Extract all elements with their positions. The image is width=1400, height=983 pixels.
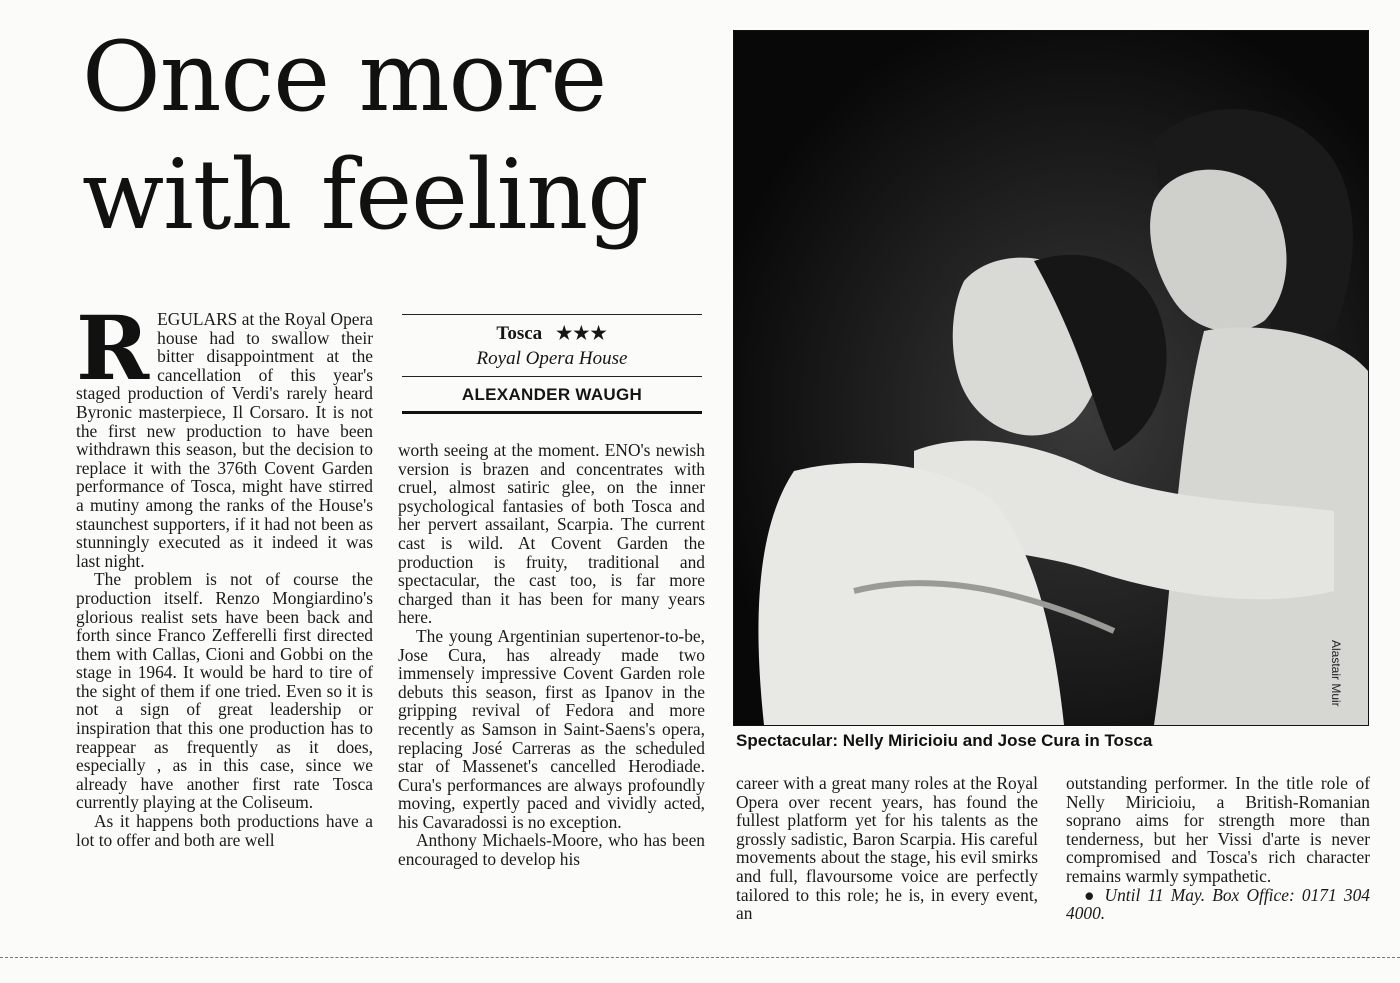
headline-line-1: Once more bbox=[82, 21, 607, 133]
review-title-row bbox=[402, 323, 702, 345]
bullet-icon: ● bbox=[1084, 884, 1098, 905]
performance-photo bbox=[733, 30, 1369, 726]
paragraph: outstanding performer. In the title role of Nelly Miricioiu, a British-Romanian soprano aims for strength more than tenderness, but her Vissi d'arte is never compromised and Tosca's rich character remains warmly sympathetic. bbox=[1066, 773, 1370, 886]
review-infobox bbox=[402, 314, 702, 414]
listing-text: Until 11 May. Box Office: 0171 304 4000. bbox=[1066, 884, 1370, 924]
paragraph bbox=[76, 296, 373, 571]
article-column-1 bbox=[76, 296, 373, 850]
article-column-4 bbox=[1066, 774, 1370, 923]
star-rating: ★★★ bbox=[556, 323, 608, 343]
photo-credit: Alastair Muir bbox=[1329, 640, 1343, 707]
paragraph: As it happens both productions have a lot to offer and both are well bbox=[76, 811, 373, 850]
paragraph: The young Argentinian supertenor-to-be, Jose Cura, has already made two immensely impressive Covent Garden role debuts this season, first as Ipanov in the gripping revival of Fedora and more recently as Samson in Saint-Saens's opera, replacing José Carreras as the scheduled star of Massenet's cancelled Herodiade. Cura's performances are always profoundly moving, expertly paced and vividly acted, his Cavaradossi is no exception. bbox=[398, 625, 705, 832]
photo-caption: Spectacular: Nelly Miricioiu and Jose Cura in Tosca bbox=[736, 731, 1153, 750]
byline: ALEXANDER WAUGH bbox=[461, 385, 643, 404]
review-title: Tosca bbox=[496, 323, 543, 344]
page-edge-line bbox=[0, 957, 1400, 958]
headline-line-2: with feeling bbox=[82, 139, 648, 251]
paragraph: Anthony Michaels-Moore, who has been encouraged to develop his bbox=[398, 830, 705, 870]
article-column-3 bbox=[736, 774, 1038, 923]
paragraph: worth seeing at the moment. ENO's newish version is brazen and concentrates with cruel, almost satiric glee, on the inner psychological fantasies of both Tosca and her pervert assailant, Scarpia. The current cast is wild. At Covent Garden the production is fruity, traditional and spectacular, the cast too, is far more charged than it has been for many years here. bbox=[398, 440, 705, 628]
photo-illustration bbox=[734, 31, 1368, 725]
divider bbox=[402, 314, 702, 315]
headline bbox=[82, 18, 648, 254]
review-venue: Royal Opera House bbox=[476, 348, 628, 369]
divider bbox=[402, 411, 702, 414]
drop-cap: R bbox=[76, 296, 150, 400]
box-office-listing bbox=[1066, 886, 1370, 923]
article-column-2 bbox=[398, 441, 705, 869]
paragraph: career with a great many roles at the Royal Opera over recent years, has found the fullest platform yet for his talents as the grossly sadistic, Baron Scarpia. His careful movements about the stage, his evil smirks and full, flavoursome voice are perfectly tailored to this role; he is, in every event, an bbox=[736, 773, 1038, 924]
paragraph-text: EGULARS at the Royal Opera house had to swallow their bitter disappointment at the cancellation of this year's staged production of Verdi's rarely heard Byronic masterpiece, Il Corsaro. It is not the first new production to have been withdrawn this season, but the decision to replace it with the 376th Covent Garden performance of Tosca, might have stirred a mutiny among the ranks of the House's staunchest supporters, if it had not been as stunningly executed as it indeed it was last night. bbox=[76, 309, 373, 571]
paragraph: The problem is not of course the production itself. Renzo Mongiardino's glorious realist sets have been back and forth since Franco Zefferelli first directed them with Callas, Cioni and Gobbi on the stage in 1964. It would be hard to tire of the sight of them if one tried. Even so it is not a sign of great leadership or inspiration that this one production has to reappear as frequently as it does, especially , as in this case, since we already have another first rate Tosca currently playing at the Coliseum. bbox=[76, 569, 373, 813]
